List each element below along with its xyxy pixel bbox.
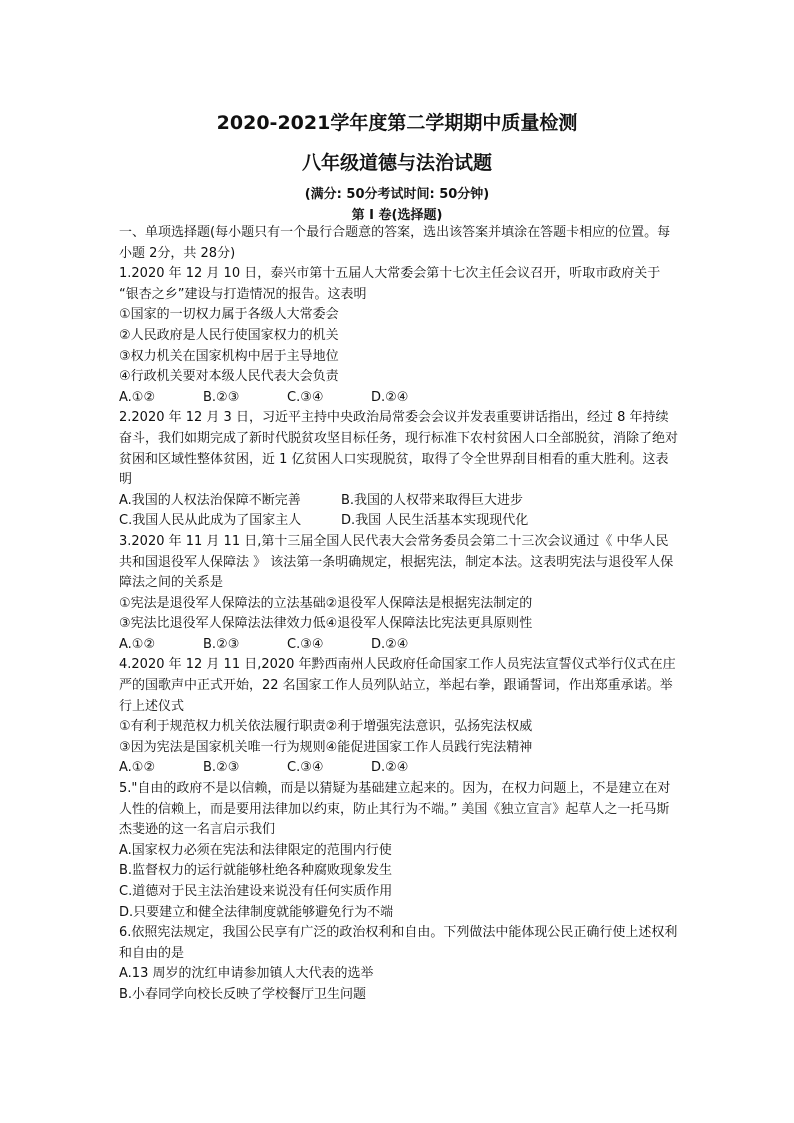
exam-info: (满分: 50分考试时间: 50分钟) xyxy=(304,187,490,202)
question-1-stem: 1.2020 年 12 月 10 日，泰兴市第十五届人大常委会第十七次主任会议召开，听取市政府关于 “银杏之乡”建设与打造情况的报告。这表明 xyxy=(119,266,661,302)
question-3-options xyxy=(119,635,681,656)
option-a: A.①② xyxy=(119,389,156,405)
option-a: A.我国的人权法治保障不断完善 xyxy=(119,492,301,508)
question-2-options xyxy=(119,491,681,512)
option-a: A.①② xyxy=(119,760,156,776)
question-3-statement: ③宪法比退役军人保障法法律效力低④退役军人保障法比宪法更具原则性 xyxy=(119,616,533,632)
option-a: A.①② xyxy=(119,636,156,652)
question-2-stem: 2.2020 年 12 月 3 日，习近平主持中央政治局常委会会议并发表重要讲话指出，经过 8 年持续奋斗，我们如期完成了新时代脱贫攻坚目标任务，现行标准下农村贫困人口全部脱贫，消除了绝对贫困和区域性整体贫困，近 1 亿贫困人口实现脱贫，取得了令全世界刮目相看的重大胜利。这表明 xyxy=(119,410,679,488)
question-4-statement: ③因为宪法是国家机关唯一行为规则④能促进国家工作人员践行宪法精神 xyxy=(119,739,533,755)
question-3-statement: ①宪法是退役军人保障法的立法基础②退役军人保障法是根据宪法制定的 xyxy=(119,595,533,611)
question-1-statement: ④行政机关要对本级人民代表大会负责 xyxy=(119,369,339,385)
option-c: C.③④ xyxy=(287,760,324,776)
option-d: D.我国 人民生活基本实现现代化 xyxy=(341,513,529,529)
question-1-statement: ③权力机关在国家机构中居于主导地位 xyxy=(119,348,339,364)
option-d: D.②④ xyxy=(371,760,409,776)
question-6-stem: 6.依照宪法规定，我国公民享有广泛的政治权利和自由。下列做法中能体现公民正确行使上述权利和自由的是 xyxy=(119,925,678,961)
option-b: B.我国的人权带来取得巨大进步 xyxy=(341,492,524,508)
question-2-options xyxy=(119,511,681,532)
option-b: B.②③ xyxy=(203,636,240,652)
option-c: C.③④ xyxy=(287,389,324,405)
question-4-stem: 4.2020 年 12 月 11 日,2020 年黔西南州人民政府任命国家工作人员宪法宣誓仪式举行仪式在庄严的国歌声中正式开始，22 名国家工作人员列队站立，举起右拳，跟诵誓词，作出郑重承诺。举行上述仪式 xyxy=(119,657,676,714)
option-c: C.我国人民从此成为了国家主人 xyxy=(119,513,302,529)
question-5-option: A.国家权力必须在宪法和法律限定的范围内行使 xyxy=(119,842,392,858)
exam-subtitle: 八年级道德与法治试题 xyxy=(301,152,492,174)
section-instructions: 一、单项选择题(每小题只有一个最行合题意的答案，选出该答案并填涂在答题卡相应的位置。每小题 2分，共 28分) xyxy=(119,225,671,261)
option-b: B.②③ xyxy=(203,760,240,776)
exam-body xyxy=(119,223,681,1006)
question-5-option: D.只要建立和健全法律制度就能够避免行为不端 xyxy=(119,904,394,920)
question-1-options xyxy=(119,388,681,409)
question-4-options xyxy=(119,758,681,779)
question-5-option: C.道德对于民主法治建设来说没有任何实质作用 xyxy=(119,884,393,899)
volume-heading: 第 I 卷(选择题) xyxy=(351,208,443,223)
option-d: D.②④ xyxy=(371,389,409,405)
question-5-stem: 5."自由的政府不是以信赖，而是以猜疑为基础建立起来的。因为，在权力问题上，不是建立在对人性的信赖上，而是要用法律加以约束，防止其行为不端。” 美国《独立宣言》起草人之一托马斯杰斐逊的这一名言启示我们 xyxy=(119,781,671,838)
question-4-statement: ①有利于规范权力机关依法履行职责②利于增强宪法意识，弘扬宪法权威 xyxy=(119,719,533,735)
option-d: D.②④ xyxy=(371,636,409,652)
exam-title: 2020-2021学年度第二学期期中质量检测 xyxy=(216,112,578,134)
question-5-option: B.监督权力的运行就能够杜绝各种腐败现象发生 xyxy=(119,863,393,879)
question-6-option: B.小春同学向校长反映了学校餐厅卫生问题 xyxy=(119,986,367,1002)
question-3-stem: 3.2020 年 11 月 11 日,第十三届全国人民代表大会常务委员会第二十三次会议通过《 中华人民共和国退役军人保障法 》 该法第一条明确规定，根据宪法，制定本法。这表明宪法与退役军人保障法之间的关系是 xyxy=(119,533,674,591)
question-1-statement: ①国家的一切权力属于各级人大常委会 xyxy=(119,307,339,323)
option-b: B.②③ xyxy=(203,389,240,405)
question-1-statement: ②人民政府是人民行使国家权力的机关 xyxy=(119,327,339,343)
question-6-option: A.13 周岁的沈红申请参加镇人大代表的选举 xyxy=(119,966,374,982)
option-c: C.③④ xyxy=(287,636,324,652)
